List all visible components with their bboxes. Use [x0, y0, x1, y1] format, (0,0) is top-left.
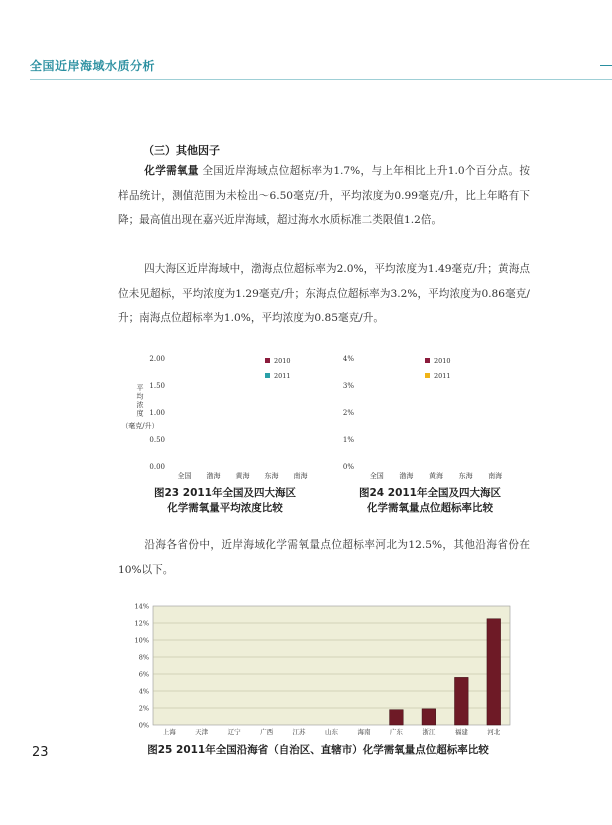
x-tick-label: 浙江: [422, 728, 436, 736]
x-tick-label: 上海: [162, 728, 176, 736]
y-tick-label: 2%: [342, 409, 354, 417]
y-tick-label: 8%: [138, 653, 149, 662]
header-rule: [30, 79, 612, 80]
x-tick-label: 全国: [369, 472, 384, 480]
x-tick-label: 天津: [195, 728, 209, 736]
paragraph-cod-sea-areas: [118, 257, 530, 331]
legend-label-2010: 2010: [274, 357, 291, 365]
x-tick-label: 福建: [454, 728, 468, 736]
legend-swatch-2010: [265, 358, 270, 363]
x-tick-label: 山东: [325, 728, 338, 736]
y-axis-label-char: 均: [136, 392, 144, 401]
x-tick-label: 渤海: [206, 472, 221, 480]
figure-23-caption-line2: 化学需氧量平均浓度比较: [167, 502, 283, 514]
y-tick-label: 14%: [134, 602, 149, 611]
figure-24-caption-line2: 化学需氧量点位超标率比较: [367, 502, 493, 514]
bar-河北: [487, 619, 501, 725]
bar-广东: [390, 710, 404, 725]
figure-24-chart: [330, 348, 520, 483]
paragraph-cod-provinces: [118, 533, 530, 582]
x-tick-label: 东海: [458, 472, 473, 480]
legend-label-2011: 2011: [434, 372, 451, 380]
paragraph-text: 沿海各省份中，近岸海域化学需氧量点位超标率河北为12.5%，其他沿海省份在10%以下。: [118, 539, 530, 576]
term-cod: 化学需氧量: [144, 165, 199, 177]
legend-swatch-2011: [425, 373, 430, 378]
y-axis-label-char: 平: [136, 384, 144, 392]
paragraph-text: 全国近岸海域点位超标率为1.7%，与上年相比上升1.0个百分点。按样品统计，测值范围为未检出～6.50毫克/升，平均浓度为0.99毫克/升，比上年略有下降；最高值出现在嘉兴近岸海域，超过海水水质标准二类限值1.2倍。: [118, 165, 531, 226]
y-tick-label: 10%: [134, 636, 149, 645]
x-tick-label: 广西: [260, 728, 274, 736]
y-tick-label: 3%: [342, 382, 354, 390]
running-header-title: 全国近岸海域水质分析: [30, 59, 156, 73]
y-tick-label: 1.00: [149, 409, 165, 417]
y-tick-label: 0.50: [149, 436, 165, 444]
figure-25-chart: [118, 598, 518, 738]
x-tick-label: 南海: [488, 472, 503, 480]
figure-25-caption: 图25 2011年全国沿海省（自治区、直辖市）化学需氧量点位超标率比较: [147, 744, 489, 756]
figure-23-chart: [110, 348, 320, 483]
x-tick-label: 东海: [264, 472, 279, 480]
y-tick-label: 1%: [342, 436, 354, 444]
x-tick-label: 辽宁: [227, 728, 241, 736]
y-axis-label-char: 浓: [136, 401, 144, 409]
figure-24-caption-line1: 图24 2011年全国及四大海区: [359, 487, 501, 499]
y-tick-label: 6%: [138, 670, 149, 679]
x-tick-label: 河北: [487, 728, 501, 736]
y-tick-label: 0%: [342, 463, 354, 471]
legend-label-2011: 2011: [274, 372, 291, 380]
paragraph-cod-national: [118, 159, 530, 233]
page-number: 23: [32, 745, 49, 760]
x-tick-label: 全国: [177, 472, 192, 480]
figure-23-caption: [120, 486, 330, 516]
y-tick-label: 4%: [138, 687, 149, 696]
y-tick-label: 0%: [138, 721, 149, 730]
figure-23-caption-line1: 图23 2011年全国及四大海区: [154, 487, 296, 499]
y-tick-label: 2%: [138, 704, 149, 713]
y-axis-label-char: 度: [136, 409, 144, 418]
legend-swatch-2010: [425, 358, 430, 363]
y-tick-label: 0.00: [149, 463, 165, 471]
x-tick-label: 江苏: [292, 728, 306, 736]
x-tick-label: 南海: [293, 472, 308, 480]
y-tick-label: 2.00: [149, 355, 165, 363]
y-tick-label: 1.50: [149, 382, 165, 390]
bar-浙江: [422, 709, 436, 725]
x-tick-label: 海南: [357, 728, 371, 736]
x-tick-label: 渤海: [399, 472, 414, 480]
x-tick-label: 黄海: [235, 472, 250, 480]
y-tick-label: 4%: [342, 355, 354, 363]
y-tick-label: 12%: [134, 619, 149, 628]
bar-福建: [455, 677, 469, 725]
section-heading: （三）其他因子: [143, 144, 220, 157]
figure-24-caption: [325, 486, 535, 516]
legend-swatch-2011: [265, 373, 270, 378]
legend-label-2010: 2010: [434, 357, 451, 365]
header-edge-mark: [600, 65, 612, 66]
paragraph-text: 四大海区近岸海域中，渤海点位超标率为2.0%，平均浓度为1.49毫克/升；黄海点位未见超标，平均浓度为1.29毫克/升；东海点位超标率为3.2%，平均浓度为0.86毫克/升；南海点位超标率为1.0%，平均浓度为0.85毫克/升。: [118, 263, 530, 324]
x-tick-label: 广东: [389, 728, 403, 736]
y-axis-label-unit: （毫克/升）: [121, 422, 159, 430]
x-tick-label: 黄海: [429, 472, 443, 480]
